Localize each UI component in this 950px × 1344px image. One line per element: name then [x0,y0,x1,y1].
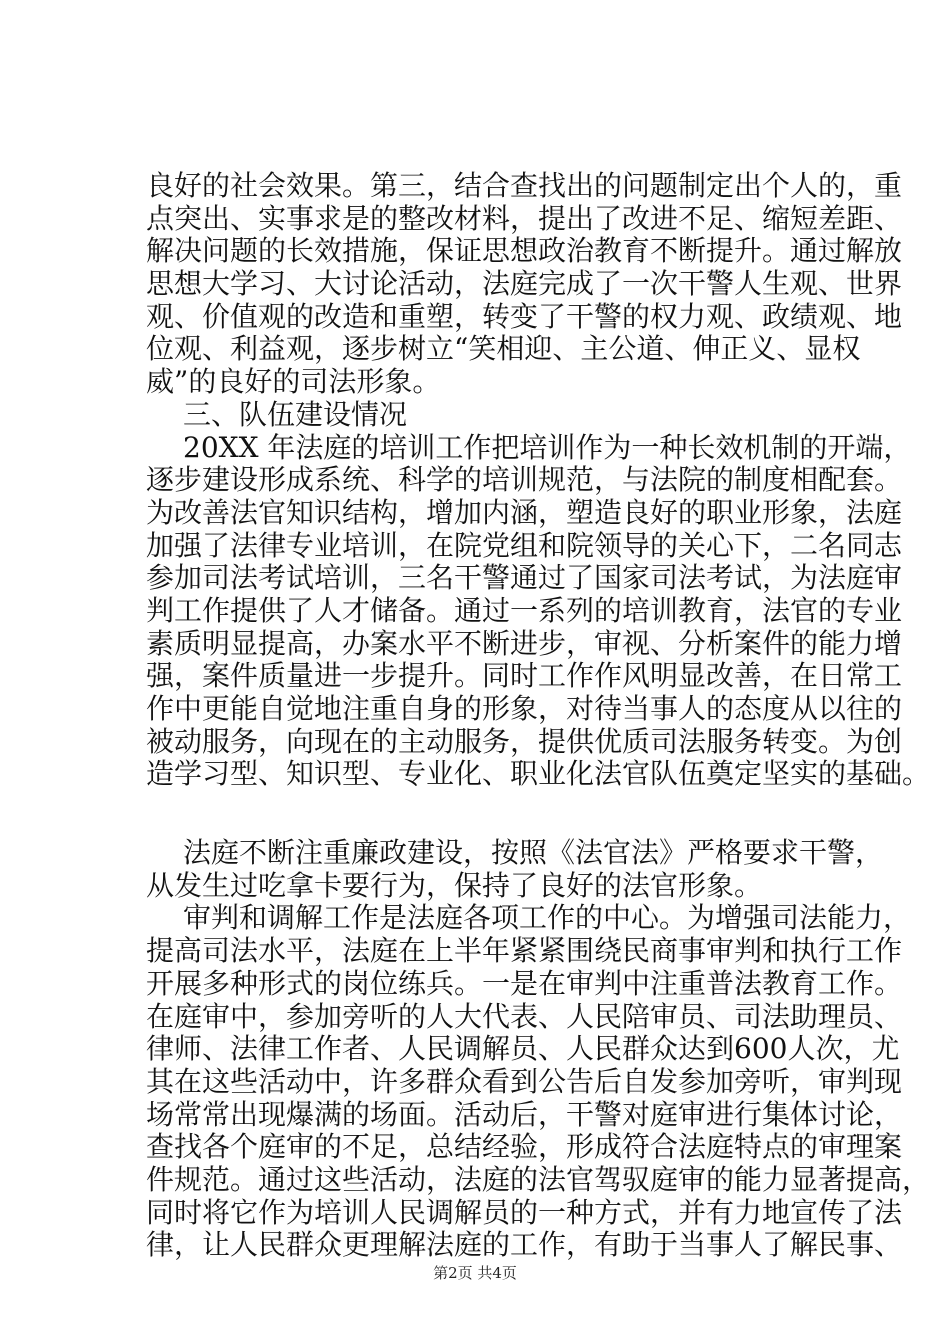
paragraph-line: 律，让人民群众更理解法庭的工作，有助于当事人了解民事、 [146,1228,903,1262]
paragraph-line: 法庭不断注重廉政建设，按照《法官法》严格要求干警， [183,836,884,870]
document-body [146,169,931,1262]
paragraph-line: 其在这些活动中，许多群众看到公告后自发参加旁听，审判现 [146,1064,903,1098]
paragraph-gap [146,791,836,837]
paragraph-line: 造学习型、知识型、专业化、职业化法官队伍奠定坚实的基础。 [146,757,931,791]
paragraph-line: 审判和调解工作是法庭各项工作的中心。为增强司法能力， [183,901,912,935]
paragraph-line: 观、价值观的改造和重塑，转变了干警的权力观、政绩观、地 [146,299,903,333]
paragraph-line: 件规范。通过这些活动，法庭的法官驾驭庭审的能力显著提高， [146,1162,931,1196]
paragraph-line: 素质明显提高，办案水平不断进步，审视、分析案件的能力增 [146,626,903,660]
paragraph-line: 逐步建设形成系统、科学的培训规范，与法院的制度相配套。 [146,463,903,497]
paragraph-line: 被动服务，向现在的主动服务，提供优质司法服务转变。为创 [146,724,903,758]
paragraph-line: 强，案件质量进一步提升。同时工作作风明显改善，在日常工 [146,659,903,693]
paragraph-line: 在庭审中，参加旁听的人大代表、人民陪审员、司法助理员、 [146,999,903,1033]
paragraph-line: 思想大学习、大讨论活动，法庭完成了一次干警人生观、世界 [146,267,903,301]
paragraph-line: 解决问题的长效措施，保证思想政治教育不断提升。通过解放 [146,234,903,268]
section-heading: 三、队伍建设情况 [183,397,408,431]
paragraph-line: 20XX 年法庭的培训工作把培训作为一种长效机制的开端， [183,430,912,464]
paragraph-line: 场常常出现爆满的场面。活动后，干警对庭审进行集体讨论， [146,1097,903,1131]
page-number-footer: 第2页 共4页 [433,1264,517,1282]
paragraph-line: 律师、法律工作者、人民调解员、人民群众达到600人次，尤 [146,1032,900,1066]
paragraph-line: 良好的社会效果。第三，结合查找出的问题制定出个人的，重 [146,169,903,202]
paragraph-line: 为改善法官知识结构，增加内涵，塑造良好的职业形象，法庭 [146,495,903,529]
paragraph-line: 威”的良好的司法形象。 [146,365,441,399]
paragraph-line: 同时将它作为培训人民调解员的一种方式，并有力地宣传了法 [146,1195,903,1229]
paragraph-line: 参加司法考试培训，三名干警通过了国家司法考试，为法庭审 [146,561,903,595]
paragraph-line: 位观、利益观，逐步树立“笑相迎、主公道、伸正义、显权 [146,332,861,366]
paragraph-line: 开展多种形式的岗位练兵。一是在审判中注重普法教育工作。 [146,966,903,1000]
paragraph-line: 加强了法律专业培训，在院党组和院领导的关心下，二名同志 [146,528,903,562]
paragraph-line: 点突出、实事求是的整改材料，提出了改进不足、缩短差距、 [146,201,903,235]
paragraph-line: 判工作提供了人才储备。通过一系列的培训教育，法官的专业 [146,593,903,627]
paragraph-line: 查找各个庭审的不足，总结经验，形成符合法庭特点的审理案 [146,1130,903,1164]
paragraph-line: 从发生过吃拿卡要行为，保持了良好的法官形象。 [146,868,763,902]
paragraph-line: 作中更能自觉地注重自身的形象，对待当事人的态度从以往的 [146,692,903,725]
paragraph-line: 提高司法水平，法庭在上半年紧紧围绕民商事审判和执行工作 [146,934,903,968]
